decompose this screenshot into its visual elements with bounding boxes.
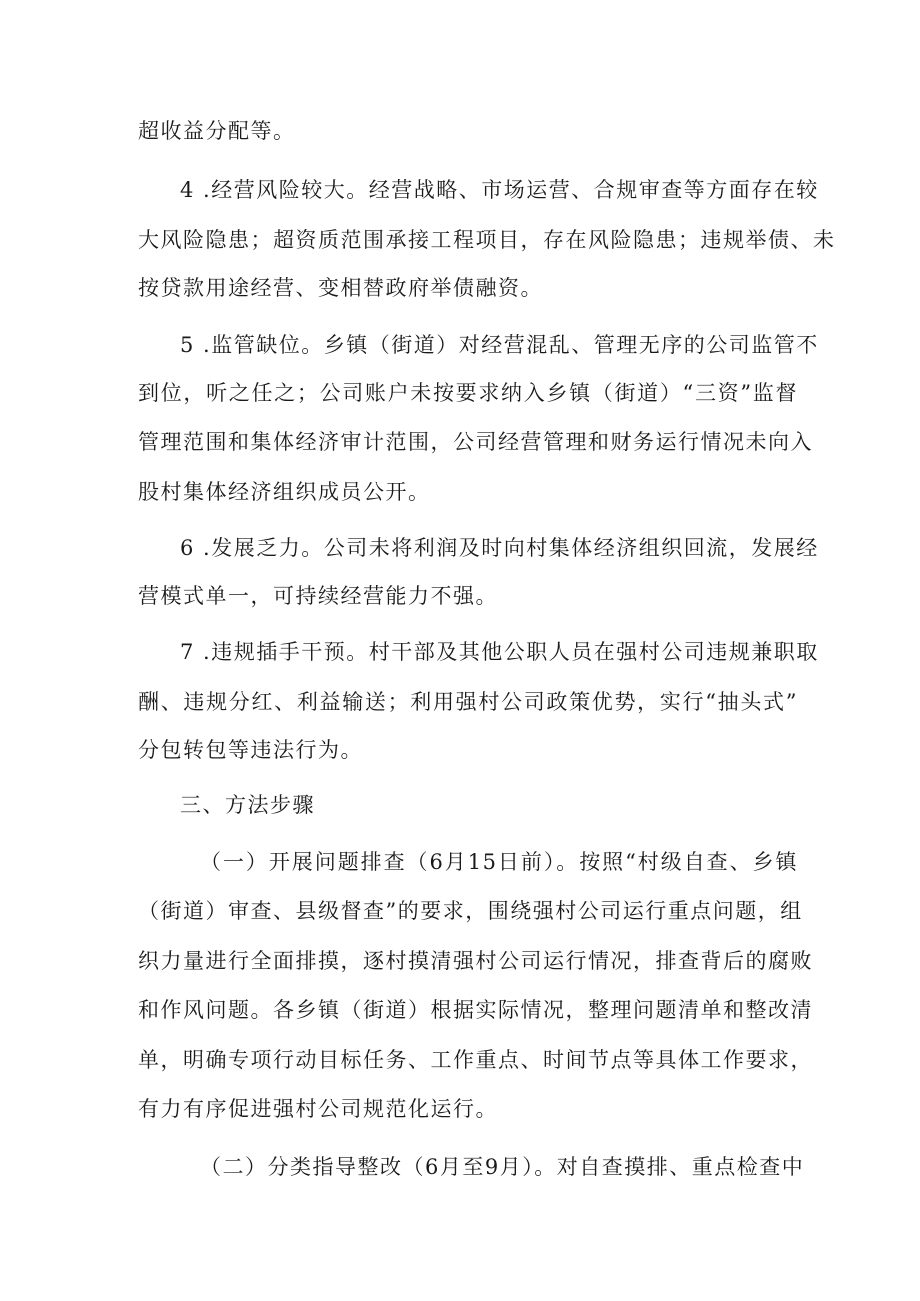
text-line: 6 .发展乏力。公司未将利润及时向村集体经济组织回流，发展经 (180, 536, 819, 560)
text-line: 分包转包等违法行为。 (138, 738, 363, 762)
text-line: （一）开展问题排查（6月15日前）。按照“村级自查、乡镇 (200, 850, 798, 874)
text-line: 5 .监管缺位。乡镇（街道）对经营混乱、管理无序的公司监管不 (180, 333, 819, 357)
text-line: 超收益分配等。 (138, 119, 296, 143)
text-line: 7 .违规插手干预。村干部及其他公职人员在强村公司违规兼职取 (180, 640, 819, 664)
text-line: 和作风问题。各乡镇（街道）根据实际情况，整理问题清单和整改清 (138, 998, 813, 1022)
text-line: 按贷款用途经营、变相替政府举债融资。 (138, 276, 543, 300)
text-line: 4 .经营风险较大。经营战略、市场运营、合规审查等方面存在较 (180, 178, 819, 202)
section-heading: 三、方法步骤 (180, 793, 315, 817)
text-line: （二）分类指导整改（6月至9月）。对自查摸排、重点检查中 (200, 1155, 805, 1179)
text-line: 单，明确专项行动目标任务、工作重点、时间节点等具体工作要求， (138, 1048, 813, 1072)
text-line: （街道）审查、县级督查”的要求，围绕强村公司运行重点问题，组 (138, 899, 803, 923)
text-line: 织力量进行全面排摸，逐村摸清强村公司运行情况，排查背后的腐败 (138, 949, 813, 973)
text-line: 管理范围和集体经济审计范围，公司经营管理和财务运行情况未向入 (138, 430, 813, 454)
text-line: 酬、违规分红、利益输送；利用强村公司政策优势，实行“抽头式” (138, 690, 798, 714)
text-line: 股村集体经济组织成员公开。 (138, 480, 431, 504)
text-line: 到位，听之任之；公司账户未按要求纳入乡镇（街道）“三资”监督 (138, 381, 798, 405)
text-line: 营模式单一，可持续经营能力不强。 (138, 584, 498, 608)
text-line: 大风险隐患；超资质范围承接工程项目，存在风险隐患；违规举债、未 (138, 228, 836, 252)
text-line: 有力有序促进强村公司规范化运行。 (138, 1097, 498, 1121)
